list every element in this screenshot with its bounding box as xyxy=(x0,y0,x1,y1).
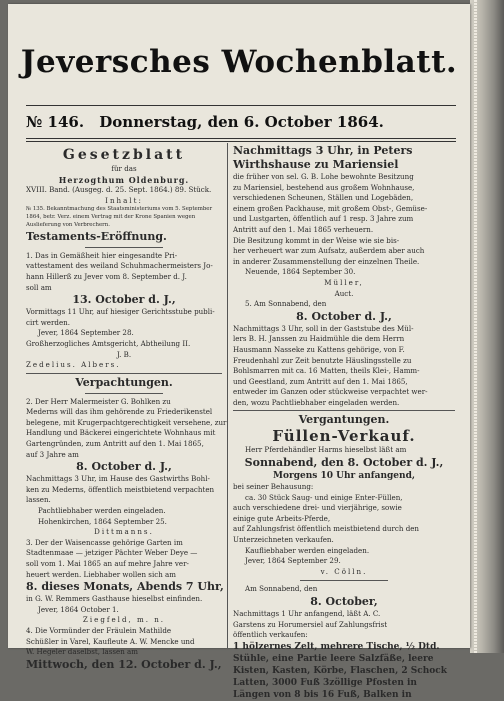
text-line: auf 3 Jahre am xyxy=(26,449,79,459)
signature-line: Zedelius. Albers. xyxy=(26,360,121,370)
text-line: Antritt auf den 1. Mai 1865 verheuern. xyxy=(233,224,374,234)
text-line: Unterzeichneten verkaufen. xyxy=(233,535,334,545)
text-line: zu Mariensiel, bestehend aus großem Wohnhause, xyxy=(233,182,415,192)
text-line: soll vom 1. Mai 1865 an auf mehre Jahre ver- xyxy=(26,559,189,569)
issue-date: Donnerstag, den 6. October 1864. xyxy=(99,113,384,131)
text-line: Freudenhahl zur Zeit benutzte Häuslingsstelle zu xyxy=(233,355,412,365)
text-line: her verheuert war zum Aufsatz, außerdem aber auch xyxy=(233,246,425,256)
text-line: 2. Der Herr Malermeister G. Bohlken zu xyxy=(26,396,171,406)
masthead-rule-bottom-2 xyxy=(26,141,456,142)
text-line: 4. Die Vormünder der Fräulein Mathilde xyxy=(26,625,172,635)
text-line: und Geestland, zum Antritt auf den 1. Mai 1865, xyxy=(233,376,408,386)
text-line: W. Hegeler daselbst, lassen am xyxy=(26,647,138,657)
vormund-date: Mittwoch, den 12. October d. J., xyxy=(26,657,222,671)
text-line: Nachmittags 3 Uhr, soll in der Gaststube des Mül- xyxy=(233,323,414,333)
text-line: J. B. xyxy=(116,349,132,359)
divider xyxy=(233,410,455,411)
column-divider xyxy=(227,143,228,648)
text-line: Mederns will das ihm gehörende zu Friederikenstel xyxy=(26,407,213,417)
text-line: Kaufliebhaber werden eingeladen. xyxy=(245,545,370,555)
text-line: Jever, 1864 October 1. xyxy=(38,604,119,614)
gesetzblatt-duchy: Herzogthum Oldenburg. xyxy=(58,174,190,185)
text-line: verschiedenen Scheunen, Ställen und Logebäden, xyxy=(233,193,414,203)
signature-line: Dittmanns. xyxy=(94,527,154,537)
text-line: einem großen Packhause, mit großem Obst-, Gemüse- xyxy=(233,203,428,213)
text-line: Latten, 3000 Fuß 3zöllige Pfosten in xyxy=(233,677,417,688)
right-column xyxy=(233,144,455,701)
text-line: und Lustgarten, öffentlich auf 1 resp. 3 Jahre zum xyxy=(233,214,414,224)
text-line: Pachtliebhaber werden eingeladen. xyxy=(38,506,166,516)
signature-line: Ziegfeld, m. n. xyxy=(82,615,166,625)
text-line: Stadtenmaae — jetziger Pächter Weber Deye — xyxy=(26,548,198,558)
masthead-rule-bottom xyxy=(26,138,456,139)
text-line: Hohenkirchen, 1864 September 25. xyxy=(38,516,167,526)
text-line: Garstens zu Horumersiel auf Zahlungsfrist xyxy=(233,619,388,629)
fuellen-time: Morgens 10 Uhr anfangend, xyxy=(272,471,415,482)
signature-line: v. Cölln. xyxy=(320,566,368,576)
text-line: die früher von sel. G. B. Lohe bewohnte Besitzung xyxy=(233,172,414,181)
text-line: in G. W. Remmers Gasthause hieselbst einfinden. xyxy=(26,594,203,604)
divider xyxy=(85,393,163,394)
text-line: den, wozu Pachtliebhaber eingeladen werden. xyxy=(233,397,400,407)
text-line: Neuende, 1864 September 30. xyxy=(245,267,356,277)
text-line: Nachmittags 3 Uhr, im Hause des Gastwirths Bohl- xyxy=(26,474,210,484)
waisen-date: 8. dieses Monats, Abends 7 Uhr, xyxy=(26,580,224,594)
garstens-date: 8. October, xyxy=(310,595,378,608)
text-line: Vormittags 11 Uhr, auf hiesiger Gerichtsstube publi- xyxy=(26,307,215,317)
testament-date: 13. October d. J., xyxy=(72,293,176,307)
text-line: Bohlsmarren mit ca. 16 Matten, theils Klei-, Hamm- xyxy=(233,366,420,376)
text-line: Nachmittags 1 Uhr anfangend, läßt A. C. xyxy=(233,609,381,618)
text-line: Handlung und Bäckerei eingerichtete Wohnhaus mit xyxy=(26,428,216,438)
text-line: Gartengründen, zum Antritt auf den 1. Mai 1865, xyxy=(26,439,204,449)
book-spine xyxy=(470,0,504,653)
text-line: lers B. H. Janssen zu Haidmühle die dem Herrn xyxy=(233,334,405,344)
divider xyxy=(85,247,163,248)
text-line: entweder im Ganzen oder stückweise verpachtet wer- xyxy=(233,387,428,397)
newspaper-page xyxy=(8,4,470,700)
gesetzblatt-issue: XVIII. Band. (Ausgeg. d. 25. Sept. 1864.) 89. Stück. xyxy=(26,185,212,195)
text-line: vattestament des weiland Schuhmachermeisters Jo- xyxy=(26,261,213,271)
text-line: Hausmann Nasseke zu Kattens gehörige, von F. xyxy=(233,344,405,354)
text-line: ca. 30 Stück Saug- und einige Enter-Füllen, xyxy=(245,492,403,502)
page-edges xyxy=(474,0,477,653)
text-line: belegene, mit Krugerpachtgerechtigkeit versehene, zur xyxy=(26,417,227,427)
peters-heading: Nachmittags 3 Uhr, in Peters xyxy=(233,144,413,157)
inhalt-label: Inhalt: xyxy=(105,195,143,205)
inhalt-line: 1864, betr. Verz. einem Vertrag mit der Krone Spanien wegen xyxy=(26,214,196,221)
text-line: Längen von 8 bis 16 Fuß, Balken in xyxy=(233,689,412,700)
divider xyxy=(26,373,222,374)
text-line: Jever, 1864 September 28. xyxy=(38,328,134,338)
testament-heading: Testaments-Eröffnung. xyxy=(26,229,167,243)
text-line: ken zu Mederns, öffentlich meistbietend verpachten xyxy=(26,484,215,494)
text-line: 1. Das in Gemäßheit hier eingesandte Pri- xyxy=(26,250,178,260)
text-line: 1 hölzernes Zelt, mehrere Tische, ½ Dtd. xyxy=(233,641,440,652)
inhalt-list xyxy=(26,206,222,229)
text-line: in anderer Zusammenstellung der einzelnen Theile. xyxy=(233,256,420,266)
signature-line: Müller, xyxy=(324,277,364,287)
text-line: auch verschiedene drei- und vierjährige, sowie xyxy=(233,503,402,513)
text-line: Schüßler in Varel, Kaufleute A. W. Mencke und xyxy=(26,636,195,646)
text-line: lassen. xyxy=(26,495,51,505)
fuellen-date: Sonnabend, den 8. October d. J., xyxy=(244,456,444,470)
text-line: Herr Pferdehändler Harms hieselbst läßt am xyxy=(245,445,407,455)
text-line: auf Zahlungsfrist öffentlich meistbietend durch den xyxy=(233,524,419,534)
text-line: Kisten, Kasten, Körbe, Flaschen, 2 Schock xyxy=(233,665,447,676)
fuellen-verkauf-heading: Füllen-Verkauf. xyxy=(272,427,416,446)
text-line: soll am xyxy=(26,282,52,292)
dateline xyxy=(26,113,456,131)
peters-heading-2: Wirthshause zu Mariensiel xyxy=(233,158,399,171)
inhalt-line: № 135. Bekanntmachung des Staatsministeriums vom 5. September xyxy=(26,206,213,213)
signature-title: Auct. xyxy=(334,288,354,298)
vergantungen-heading: Vergantungen. xyxy=(298,413,390,427)
issue-number: № 146. xyxy=(26,113,85,131)
gesetzblatt-sub: für das xyxy=(111,164,137,173)
masthead-rule-top xyxy=(26,105,456,106)
text-line: 3. Der der Waisencasse gehörige Garten im xyxy=(26,537,183,547)
text-line: Am Sonnabend, den xyxy=(245,584,318,594)
text-line: bei seiner Behausung: xyxy=(233,482,314,492)
text-line: öffentlich verkaufen: xyxy=(233,630,308,640)
text-line: Großherzogliches Amtsgericht, Abtheilung II. xyxy=(26,338,191,348)
text-line: einige gute Arbeits-Pferde, xyxy=(233,513,331,523)
gesetzblatt-title: Gesetzblatt xyxy=(62,147,186,163)
text-line: cirt werden. xyxy=(26,317,70,327)
text-line: 5. Am Sonnabend, den xyxy=(245,299,327,309)
masthead-title: Jeversches Wochenblatt. xyxy=(20,44,458,80)
text-line: hann Hillerß zu Jever vom 8. September d. J. xyxy=(26,271,187,281)
text-line: Stühle, eine Partie leere Salzfäße, leere xyxy=(233,653,434,664)
verpachtung-date: 8. October d. J., xyxy=(76,460,172,474)
janssen-date: 8. October d. J., xyxy=(296,309,392,323)
verpachtungen-heading: Verpachtungen. xyxy=(75,375,173,389)
text-line: Jever, 1864 September 29. xyxy=(245,556,341,566)
text-line: heuert werden. Liebhaber wollen sich am xyxy=(26,569,176,579)
inhalt-line: Auslieferung von Verbrechern. xyxy=(26,221,110,228)
divider xyxy=(300,580,389,581)
text-line: Die Besitzung kommt in der Weise wie sie bis- xyxy=(233,235,400,245)
left-column xyxy=(26,144,227,672)
